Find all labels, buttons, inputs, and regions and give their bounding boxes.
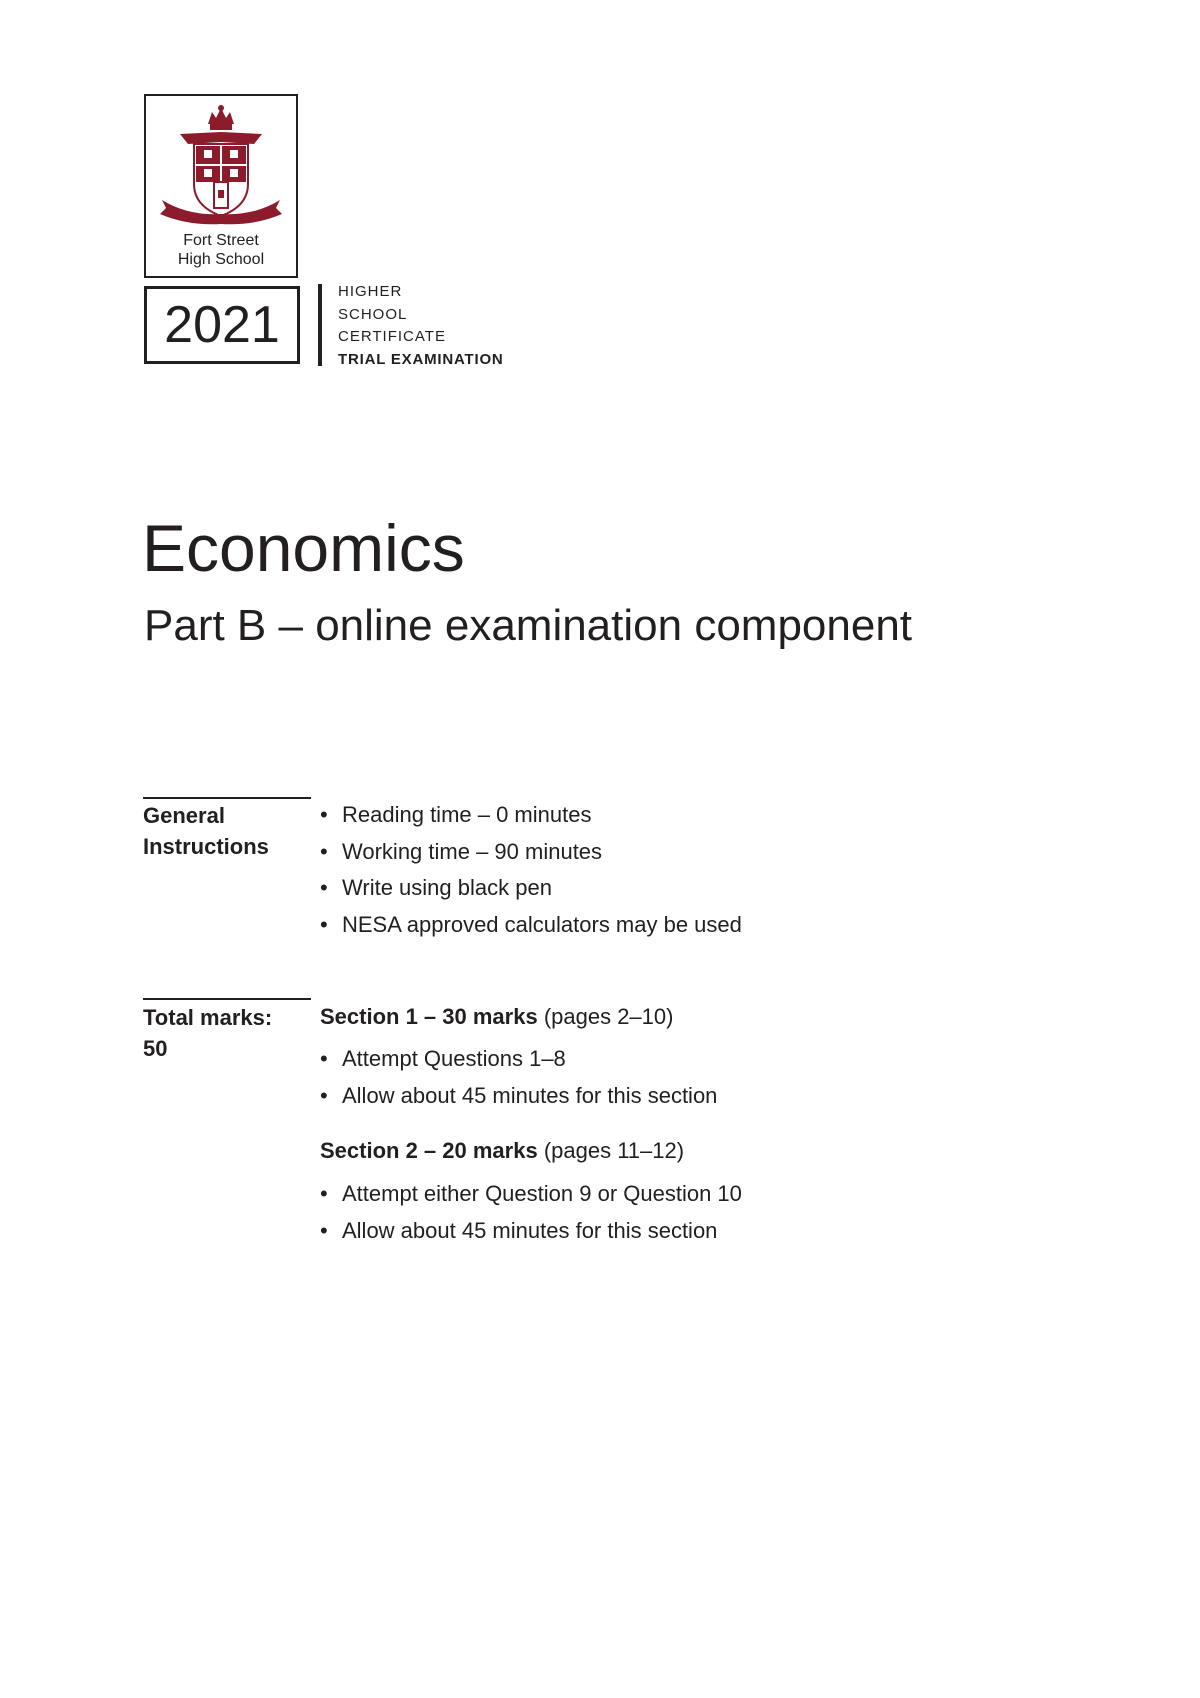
section-2-pages: (pages 11–12) (543, 1138, 685, 1163)
page-title: Economics (142, 511, 465, 585)
section-1-title: Section 1 – 30 marks (320, 1004, 538, 1029)
school-name-line2: High School (177, 251, 265, 268)
section-2-heading (320, 1136, 684, 1166)
list-item: • Attempt Questions 1–8 (320, 1041, 717, 1078)
school-name-line1: Fort Street (183, 232, 259, 249)
list-item: • NESA approved calculators may be used (320, 907, 742, 944)
list-item: • Reading time – 0 minutes (320, 797, 742, 834)
school-name (146, 231, 296, 269)
general-label-line2: Instructions (143, 834, 269, 859)
cert-line2: SCHOOL (338, 305, 408, 323)
general-instructions-label (143, 800, 269, 862)
list-item: • Attempt either Question 9 or Question 10 (320, 1176, 742, 1213)
list-item: • Working time – 90 minutes (320, 834, 742, 871)
total-marks-value: 50 (143, 1036, 168, 1061)
section-1-heading (320, 1002, 673, 1032)
general-label-line1: General (143, 803, 225, 828)
general-divider (143, 797, 311, 799)
list-item: • Allow about 45 minutes for this section (320, 1213, 742, 1250)
marks-divider (143, 998, 311, 1000)
total-marks-line1: Total marks: (143, 1005, 273, 1030)
cert-line4: TRIAL EXAMINATION (338, 350, 504, 368)
list-item: • Write using black pen (320, 870, 742, 907)
list-item: • Allow about 45 minutes for this section (320, 1078, 717, 1115)
school-crest-icon (158, 104, 284, 228)
exam-year: 2021 (144, 286, 300, 364)
vertical-divider (318, 284, 322, 366)
section-2-title: Section 2 – 20 marks (320, 1138, 538, 1163)
total-marks-label (143, 1002, 272, 1064)
section-1-list (320, 1041, 717, 1114)
certificate-label (338, 281, 504, 371)
general-instructions-list (320, 797, 742, 943)
school-logo (144, 94, 298, 278)
section-2-list (320, 1176, 742, 1249)
page-subtitle: Part B – online examination component (144, 601, 913, 650)
cert-line3: CERTIFICATE (338, 328, 446, 345)
section-1-pages: (pages 2–10) (543, 1004, 674, 1029)
cert-line1: HIGHER (338, 283, 403, 300)
